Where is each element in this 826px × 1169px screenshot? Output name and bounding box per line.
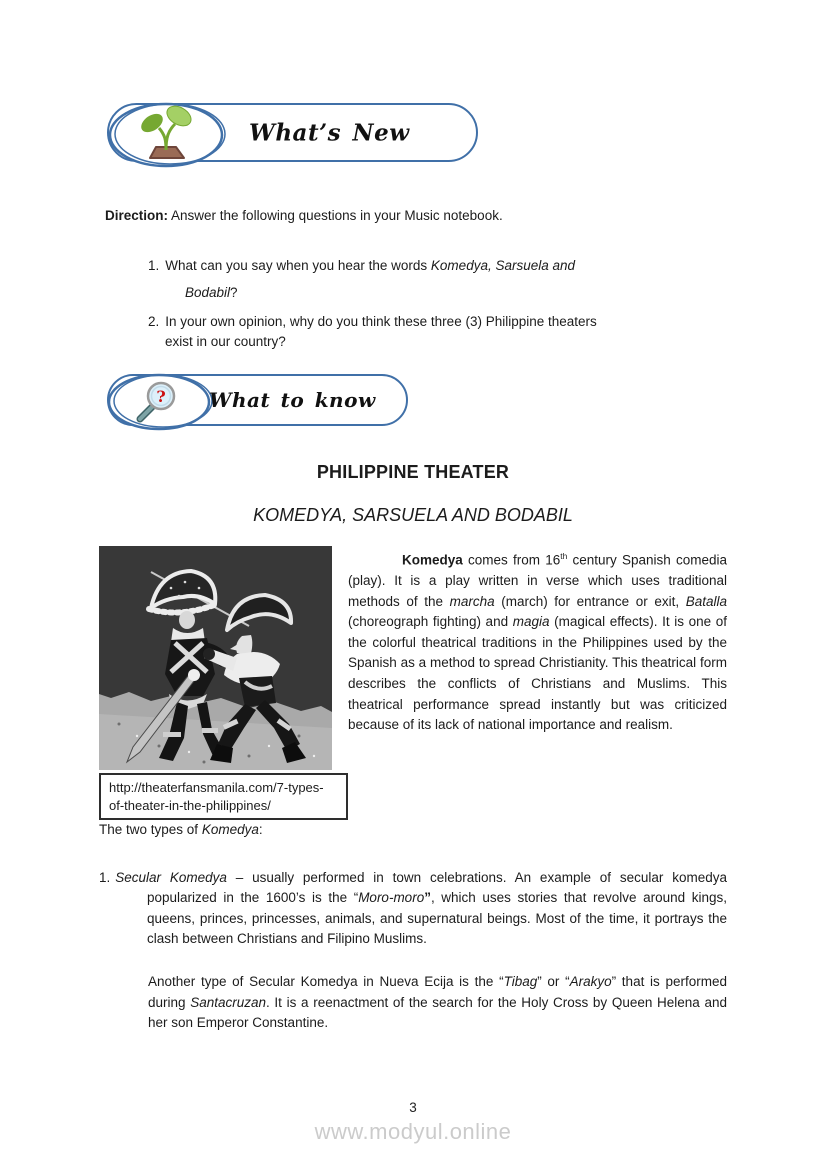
image-source-caption-line2: of-theater-in-the-philippines/ — [109, 797, 271, 813]
question-1-line1: What can you say when you hear the words Komedya, Sarsuela and — [165, 258, 576, 273]
list-item-text: Secular Komedya – usually performed in town celebrations. An example of secular komedya popularized in the 1600’s is the “Moro-moro”, which uses stories that revolve around kings, queens, princes, princesses, animals, and supernatural beings. Most of the time, it portrays the clash between Christians and Filipino Muslims. — [115, 869, 727, 947]
question-1-line2: Bodabil? — [185, 285, 238, 300]
image-source-caption — [99, 773, 348, 820]
main-content — [99, 546, 727, 1034]
list-item-secular-komedya — [99, 868, 727, 950]
magnifier-question-icon — [106, 371, 218, 433]
question-2-number: 2. — [148, 314, 160, 329]
komedya-performers-image — [99, 546, 332, 770]
komedya-photo-figure — [99, 546, 348, 820]
question-list — [148, 256, 826, 352]
question-2 — [148, 312, 826, 352]
direction-label: Direction: — [105, 208, 169, 223]
what-to-know-title: What to know — [209, 388, 376, 412]
question-1-number: 1. — [148, 258, 160, 273]
list-item-number: 1. — [99, 869, 111, 885]
page-number: 3 — [409, 1100, 417, 1115]
tibag-arakyo-paragraph: Another type of Secular Komedya in Nueva Ecija is the “Tibag” or “Arakyo” that is performed during Santacruzan. It is a reenactment of the search for the Holy Cross by Queen Helena and her son Emperor Constantine. — [148, 973, 728, 1031]
what-to-know-badge — [107, 374, 408, 426]
page-title: PHILIPPINE THEATER — [316, 462, 510, 482]
two-types-heading: The two types of Komedya: — [99, 822, 263, 837]
whats-new-badge — [107, 103, 478, 162]
direction-text: Direction: Answer the following questions in your Music notebook. — [105, 208, 503, 223]
site-watermark: www.modyul.online — [314, 1119, 512, 1144]
question-2-line1: In your own opinion, why do you think these three (3) Philippine theaters — [165, 314, 597, 329]
image-source-caption-line1: http://theaterfansmanila.com/7-types- — [109, 780, 324, 795]
svg-text:?: ? — [156, 387, 166, 406]
page-subtitle: KOMEDYA, SARSUELA AND BODABIL — [253, 505, 573, 525]
whats-new-title: What’s New — [249, 119, 410, 146]
seedling-icon — [106, 100, 232, 170]
komedya-types-list — [99, 868, 727, 1034]
question-1 — [148, 256, 826, 303]
question-2-line2: exist in our country? — [165, 334, 286, 349]
komedya-paragraph: Komedya comes from 16th century Spanish comedia (play). It is a play written in verse which uses traditional methods of the marcha (march) for entrance or exit, Batalla (choreograph fighting) and magia (magical effects). It is one of the colorful theatrical traditions in the Philippines used by the Spanish as a method to spread Christianity. This theatrical form describes the conflicts of Christians and Muslims. This theatrical performance spread instantly but was criticized because of its lack of national importance and realism. — [348, 551, 727, 733]
